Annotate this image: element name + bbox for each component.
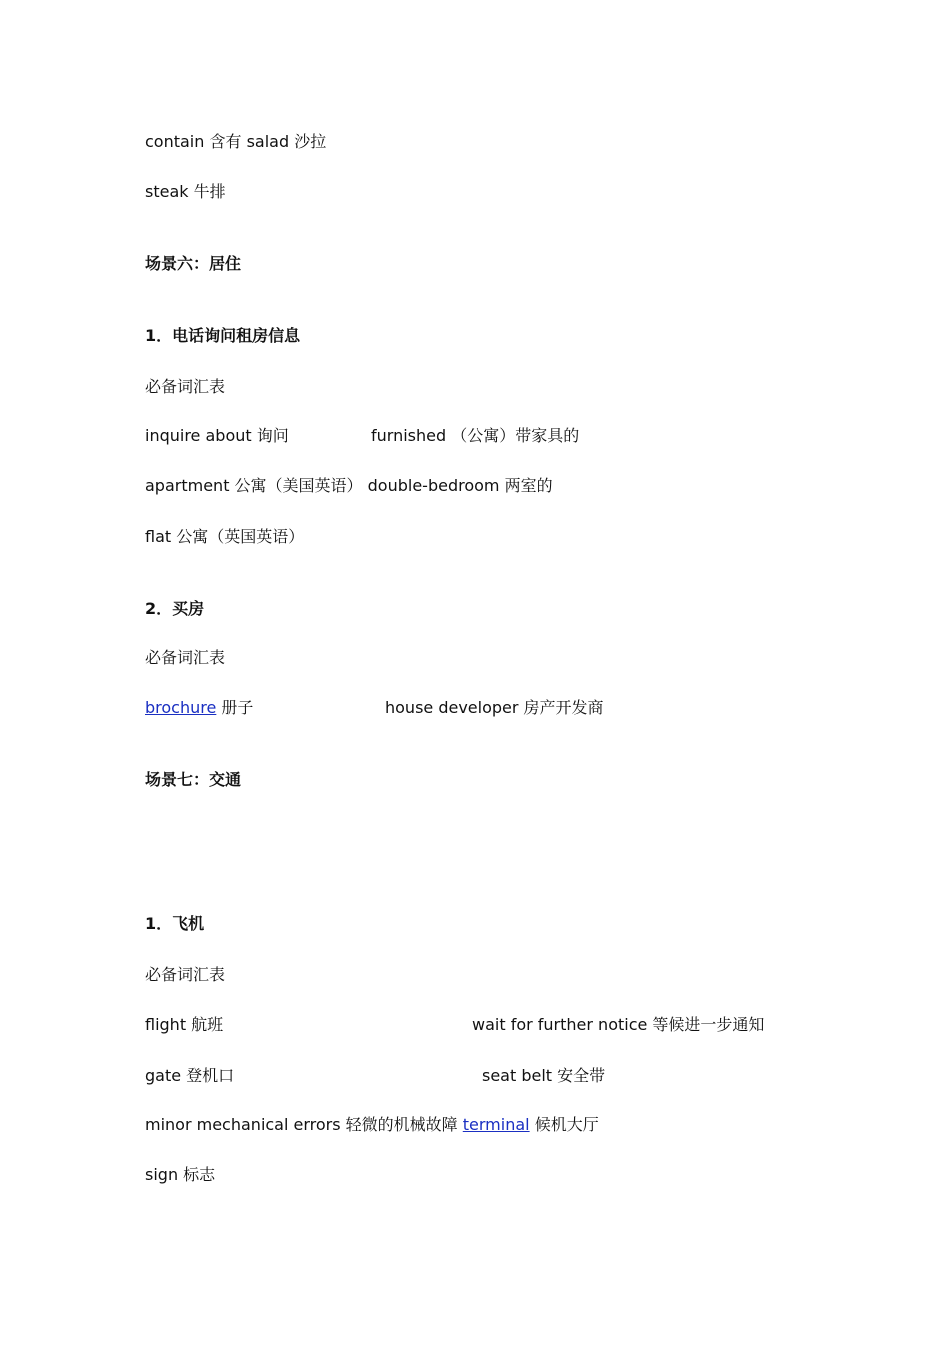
vocab-line-steak: steak 牛排 [145,182,226,201]
brochure-meaning: 册子 [216,698,254,717]
vocab-gate: gate 登机口 [145,1066,235,1085]
terminal-link[interactable]: terminal [462,1115,530,1134]
vocab-house-developer: house developer 房产开发商 [385,698,604,717]
vocab-inquire-about: inquire about 询问 [145,426,289,445]
vocab-line-inquire-furnished [145,426,580,446]
subsection-heading-airplane: 1．飞机 [145,914,205,933]
vocab-seat-belt: seat belt 安全带 [482,1066,606,1085]
vocab-wait-further-notice: wait for further notice 等候进一步通知 [472,1015,765,1034]
terminal-meaning: 候机大厅 [529,1115,599,1134]
vocab-flight: flight 航班 [145,1015,224,1034]
vocab-line-sign: sign 标志 [145,1165,216,1184]
brochure-link[interactable]: brochure [145,698,217,717]
vocab-line-apartment: apartment 公寓（美国英语） double-bedroom 两室的 [145,476,553,495]
vocab-minor-errors: minor mechanical errors 轻微的机械故障 [145,1115,463,1134]
vocab-line-minor-errors [145,1115,599,1135]
vocab-list-label: 必备词汇表 [145,965,226,984]
subsection-heading-buying-house: 2．买房 [145,599,205,618]
vocab-line-brochure [145,698,604,718]
vocab-line-gate [145,1066,606,1086]
vocab-list-label: 必备词汇表 [145,648,226,667]
vocab-line-contain-salad: contain 含有 salad 沙拉 [145,132,327,151]
section-heading-scene7: 场景七：交通 [145,770,242,789]
section-heading-scene6: 场景六：居住 [145,254,242,273]
vocab-list-label: 必备词汇表 [145,377,226,396]
vocab-furnished: furnished （公寓）带家具的 [371,426,580,445]
vocab-line-flat: flat 公寓（英国英语） [145,527,305,546]
subsection-heading-rental-inquiry: 1．电话询问租房信息 [145,326,301,345]
vocab-line-flight [145,1015,765,1035]
